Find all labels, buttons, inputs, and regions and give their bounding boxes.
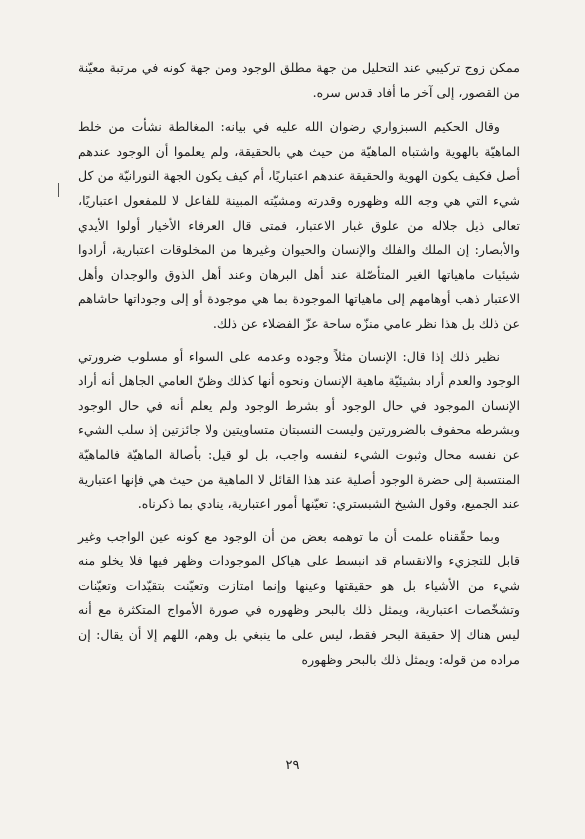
margin-mark xyxy=(58,183,59,197)
paragraph-continuation: ممكن زوج تركيبي عند التحليل من جهة مطلق الوجود ومن جهة كونه في مرتبة معيّنة من القصور، إلى آخر ما أفاد قدس سره. xyxy=(78,60,520,100)
paragraph-sabzawari-quote: وقال الحكيم السبزواري رضوان الله عليه في بيانه: المغالطة نشأت من خلط الماهيّة بالهوية واشتباه الماهيّة من حيث هي بالحقيقة، ولم يعلموا أن الوجود عندهم أصل فكيف يكون الهوية والحقيقة عندهم اعتباريًا، أم كيف يكون الجهة النورانيّة من كل شيء التي هي وجه الله وظهوره وقدرته ومشيّته المبينة للفاعل لا للمفعول اعتباريًا، تعالى ذيل جلاله من علوق غبار الاعتبار، فمتى قال العرفاء الأخيار أولوا الأيدي والأبصار: إن الملك والفلك والإنسان والحيوان وغيرها من المخلوقات اعتبارية، أرادوا شيئيات ماهياتها الغير المتأصّلة عند أهل البرهان وعند أهل الذوق والوجدان وأهل الاعتبار ذهب أوهامهم إلى ماهياتها الموجودة بما هي موجودة أو إلى وجوداتها حاشاهم عن ذلك بل هذا نظر عامي منزّه ساحة عزّ الفضلاء عن ذلك. xyxy=(78,119,520,331)
page-number: ٢٩ xyxy=(285,758,300,773)
paragraph-conclusion: وبما حقّقناه علمت أن ما توهمه بعض من أن الوجود مع كونه عين الواجب وغير قابل للتجزيء والانقسام قد انبسط على هياكل الموجودات وظهر فيها فلا يخلو منه شيء من الأشياء بل هو حقيقتها وعينها وإنما امتازت وتعيّنت بتقيّدات وتعيّنات وتشخّصات اعتبارية، ويمثل ذلك بالبحر وظهوره في صورة الأمواج المتكثرة مع أنه ليس هناك إلا حقيقة البحر فقط، ليس على ما ينبغي بل وهم، اللهم إلا أن يقال: إن مراده من قوله: ويمثل ذلك بالبحر وظهوره xyxy=(78,528,520,667)
page-body xyxy=(78,56,520,672)
paragraph-analogy: نظير ذلك إذا قال: الإنسان مثلاً وجوده وعدمه على السواء أو مسلوب ضرورتي الوجود والعدم أراد بشيئيّة ماهية الإنسان ونحوه أنها كذلك وظنّ العامي الجاهل أنه أراد الإنسان الموجود في حال الوجود أو بشرط الوجود ولم يعلم أنه في حال الوجود وبشرطه محفوف بالضرورتين وليست النسبتان متساويتين ولا جائزتين إذ سلب الشيء عن نفسه محال وثبوت الشيء لنفسه واجب، بل لو قيل: بأصالة الماهيّة فالماهيّة المنتسبة إلى حضرة الوجود أصلية عند هذا القائل لا الماهية من حيث هي فإنها اعتبارية عند الجميع، وقول الشيخ الشبستري: تعيّنها أمور اعتبارية، ينادي بما ذكرناه. xyxy=(78,348,520,512)
